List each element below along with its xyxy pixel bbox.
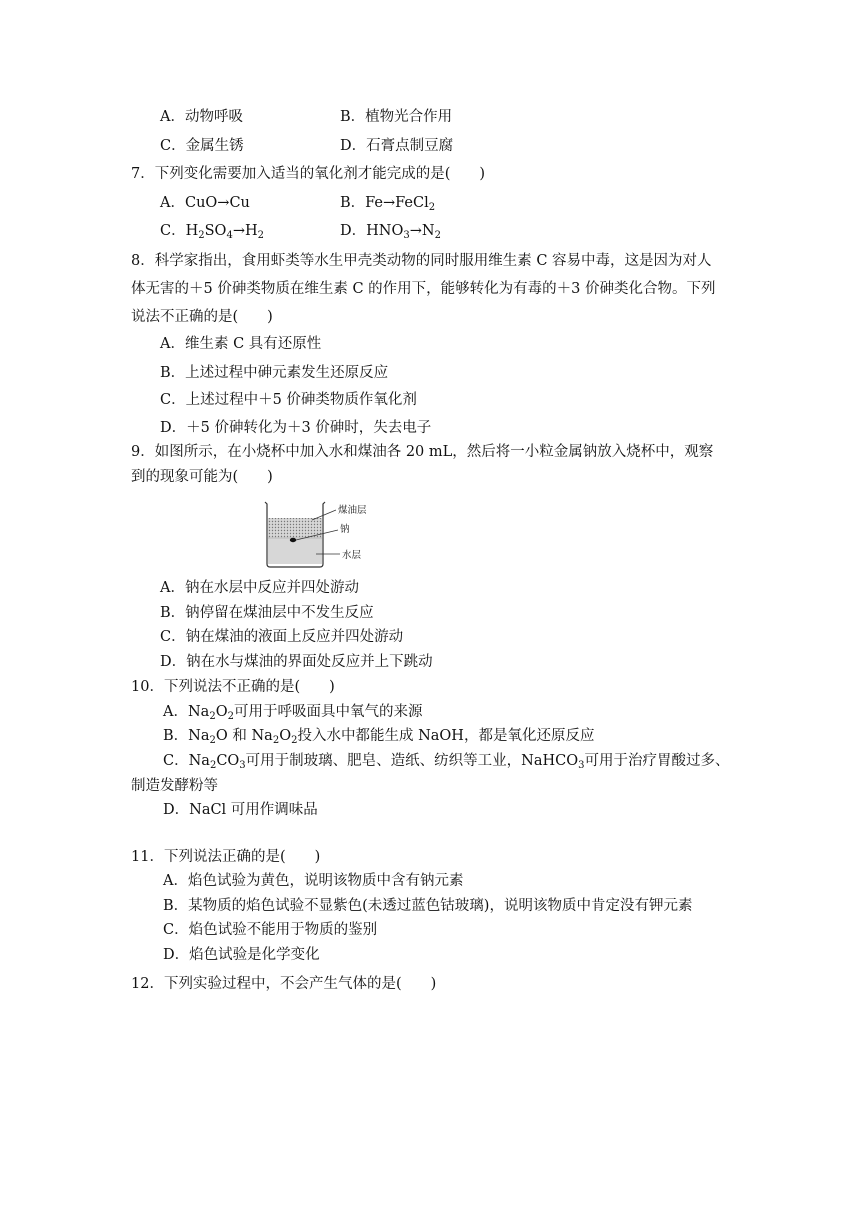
q9-option-b: B．钠停留在煤油层中不发生反应 <box>160 605 374 621</box>
q11-option-a: A．焰色试验为黄色，说明该物质中含有钠元素 <box>163 873 464 889</box>
q11-option-c: C．焰色试验不能用于物质的鉴别 <box>163 922 378 938</box>
kerosene-layer <box>268 518 322 538</box>
q9-stem-line-2: 到的现象可能为( ) <box>131 469 273 485</box>
q7-stem: 7．下列变化需要加入适当的氧化剂才能完成的是( ) <box>131 166 486 182</box>
sodium-piece <box>290 538 296 542</box>
q11-option-d: D．焰色试验是化学变化 <box>163 947 320 963</box>
q9-option-a: A．钠在水层中反应并四处游动 <box>160 580 359 596</box>
q9-option-c: C．钠在煤油的液面上反应并四处游动 <box>160 629 404 645</box>
q10-stem: 10．下列说法不正确的是( ) <box>131 679 335 695</box>
q6-option-a: A．动物呼吸 <box>160 109 243 125</box>
q11-stem: 11．下列说法正确的是( ) <box>131 849 321 865</box>
q10-option-a: A．$Na_2O_2$可用于呼吸面具中氧气的来源 <box>163 704 423 722</box>
q12-stem: 12．下列实验过程中，不会产生气体的是( ) <box>131 976 437 992</box>
q8-stem-line-1: 8．科学家指出，食用虾类等水生甲壳类动物的同时服用维生素 C 容易中毒，这是因为对人 <box>131 253 712 269</box>
q9-option-d: D．钠在水与煤油的界面处反应并上下跳动 <box>160 654 433 670</box>
q8-stem-line-2: 体无害的＋5 价砷类物质在维生素 C 的作用下，能够转化为有毒的＋3 价砷类化合物。下列 <box>131 281 716 297</box>
q7-option-b: B．Fe→FeCl$_2$ <box>340 195 436 213</box>
q7-option-a: A．CuO→Cu <box>160 195 250 211</box>
label-water-layer: 水层 <box>342 550 362 561</box>
q9-stem-line-1: 9．如图所示，在小烧杯中加入水和煤油各 20 mL，然后将一小粒金属钠放入烧杯中，观察 <box>131 444 714 460</box>
q7-option-c: C．$H_2SO_4\to H_2$ <box>160 223 264 241</box>
q10-option-d: D．NaCl 可用作调味品 <box>163 802 318 818</box>
q8-option-c: C．上述过程中＋5 价砷类物质作氧化剂 <box>160 392 417 408</box>
q11-option-b: B．某物质的焰色试验不显紫色(未透过蓝色钴玻璃)，说明该物质中肯定没有钾元素 <box>163 898 693 914</box>
q6-option-c: C．金属生锈 <box>160 138 244 154</box>
q10-option-c: C．$Na_2CO_3$可用于制玻璃、肥皂、造纸、纺织等工业，NaHCO$_3$可用于治疗胃酸过多、 <box>163 753 730 771</box>
q10-option-c-continued: 制造发酵粉等 <box>131 778 218 794</box>
q10-option-b: B．$Na_2O$ 和 $Na_2O_2$投入水中都能生成 NaOH，都是氧化还原反应 <box>163 728 595 746</box>
q6-option-d: D．石膏点制豆腐 <box>340 138 454 154</box>
q6-option-b: B．植物光合作用 <box>340 109 453 125</box>
beaker-figure <box>262 496 382 572</box>
q8-stem-line-3: 说法不正确的是( ) <box>131 309 273 325</box>
q8-option-d: D．＋5 价砷转化为＋3 价砷时，失去电子 <box>160 420 432 436</box>
label-sodium: 钠 <box>340 524 350 535</box>
q8-option-b: B．上述过程中砷元素发生还原反应 <box>160 365 389 381</box>
label-kerosene-layer: 煤油层 <box>338 505 367 516</box>
q8-option-a: A．维生素 C 具有还原性 <box>160 336 322 352</box>
q7-option-d: D．$HNO_3\to N_2$ <box>340 223 441 241</box>
